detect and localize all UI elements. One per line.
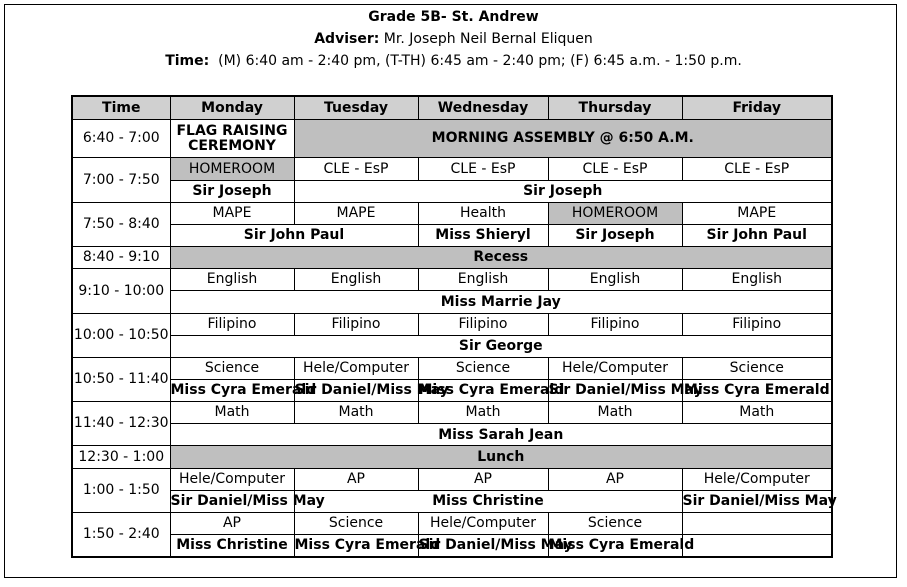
subject-cell: Filipino	[294, 313, 418, 335]
table-row	[72, 402, 832, 424]
subject-cell: Filipino	[682, 313, 832, 335]
subject-cell: HOMEROOM	[170, 158, 294, 180]
subject-cell: CLE - EsP	[294, 158, 418, 180]
teacher-cell: Sir Joseph	[548, 224, 682, 246]
recess-cell: Recess	[170, 247, 832, 269]
teacher-cell: Miss Christine	[294, 490, 682, 512]
teacher-cell: Miss Christine	[170, 535, 294, 557]
table-row	[72, 269, 832, 291]
time-cell: 10:00 - 10:50	[72, 313, 170, 357]
table-row	[72, 490, 832, 512]
subject-cell: Filipino	[548, 313, 682, 335]
subject-cell: AP	[294, 468, 418, 490]
table-row	[72, 158, 832, 180]
teacher-cell: Sir Daniel/Miss May	[682, 490, 832, 512]
subject-cell	[682, 512, 832, 534]
teacher-cell: Miss Sarah Jean	[170, 424, 832, 446]
adviser-label: Adviser:	[314, 31, 380, 47]
subject-cell: Science	[294, 512, 418, 534]
subject-cell: MAPE	[170, 202, 294, 224]
teacher-cell: Sir John Paul	[170, 224, 418, 246]
subject-cell: Hele/Computer	[294, 357, 418, 379]
subject-cell: Health	[418, 202, 548, 224]
subject-cell: Hele/Computer	[418, 512, 548, 534]
time-cell: 12:30 - 1:00	[72, 446, 170, 468]
subject-cell: CLE - EsP	[682, 158, 832, 180]
time-cell: 6:40 - 7:00	[72, 120, 170, 158]
time-cell: 8:40 - 9:10	[72, 247, 170, 269]
subject-cell: Math	[170, 402, 294, 424]
adviser-line	[0, 31, 907, 47]
subject-cell: AP	[418, 468, 548, 490]
subject-cell: CLE - EsP	[548, 158, 682, 180]
teacher-cell: Miss Cyra Emerald	[170, 380, 294, 402]
col-header-time: Time	[72, 96, 170, 120]
subject-cell: AP	[548, 468, 682, 490]
subject-cell: Hele/Computer	[548, 357, 682, 379]
col-header-monday: Monday	[170, 96, 294, 120]
table-row	[72, 535, 832, 557]
teacher-cell	[682, 535, 832, 557]
teacher-cell: Miss Cyra Emerald	[294, 535, 418, 557]
time-value: (M) 6:40 am - 2:40 pm, (T-TH) 6:45 am - 2:40 pm; (F) 6:45 a.m. - 1:50 p.m.	[218, 53, 742, 69]
col-header-thursday: Thursday	[548, 96, 682, 120]
subject-cell: Math	[682, 402, 832, 424]
subject-cell: Science	[548, 512, 682, 534]
table-row	[72, 224, 832, 246]
subject-cell: HOMEROOM	[548, 202, 682, 224]
flag-raising-cell: FLAG RAISING CEREMONY	[170, 120, 294, 158]
table-row	[72, 424, 832, 446]
schedule-title: Grade 5B- St. Andrew	[368, 9, 539, 25]
col-header-friday: Friday	[682, 96, 832, 120]
subject-cell: English	[682, 269, 832, 291]
schedule-table	[71, 95, 837, 558]
subject-cell: Science	[682, 357, 832, 379]
teacher-cell: Miss Cyra Emerald	[548, 535, 682, 557]
subject-cell: Hele/Computer	[682, 468, 832, 490]
teacher-cell: Sir Daniel/Miss May	[170, 490, 294, 512]
col-header-wednesday: Wednesday	[418, 96, 548, 120]
teacher-cell: Miss Cyra Emerald	[418, 380, 548, 402]
teacher-cell: Miss Cyra Emerald	[682, 380, 832, 402]
teacher-cell: Sir Daniel/Miss May	[548, 380, 682, 402]
header-row	[72, 96, 832, 120]
teacher-cell: Sir Joseph	[294, 180, 832, 202]
subject-cell: Filipino	[418, 313, 548, 335]
lunch-cell: Lunch	[170, 446, 832, 468]
subject-cell: Science	[418, 357, 548, 379]
subject-cell: MAPE	[294, 202, 418, 224]
subject-cell: Science	[170, 357, 294, 379]
teacher-cell: Sir John Paul	[682, 224, 832, 246]
subject-cell: English	[294, 269, 418, 291]
time-cell: 7:50 - 8:40	[72, 202, 170, 246]
morning-assembly-cell: MORNING ASSEMBLY @ 6:50 A.M.	[294, 120, 832, 158]
time-line	[0, 53, 907, 69]
teacher-cell: Sir Joseph	[170, 180, 294, 202]
subject-cell: CLE - EsP	[418, 158, 548, 180]
subject-cell: Filipino	[170, 313, 294, 335]
time-cell: 1:50 - 2:40	[72, 512, 170, 557]
table-row	[72, 202, 832, 224]
time-cell: 7:00 - 7:50	[72, 158, 170, 202]
teacher-cell: Sir George	[170, 335, 832, 357]
subject-cell: Math	[294, 402, 418, 424]
table-row	[72, 357, 832, 379]
table-row	[72, 468, 832, 490]
teacher-cell: Miss Shieryl	[418, 224, 548, 246]
subject-cell: Math	[418, 402, 548, 424]
subject-cell: English	[170, 269, 294, 291]
time-cell: 1:00 - 1:50	[72, 468, 170, 512]
table-row	[72, 180, 832, 202]
subject-cell: English	[548, 269, 682, 291]
time-cell: 10:50 - 11:40	[72, 357, 170, 401]
table-row	[72, 247, 832, 269]
table-row	[72, 335, 832, 357]
time-label: Time:	[165, 53, 210, 69]
table-row	[72, 313, 832, 335]
table-row	[72, 380, 832, 402]
table-row	[72, 120, 832, 158]
subject-cell: AP	[170, 512, 294, 534]
teacher-cell: Miss Marrie Jay	[170, 291, 832, 313]
subject-cell: Hele/Computer	[170, 468, 294, 490]
subject-cell: MAPE	[682, 202, 832, 224]
teacher-cell: Sir Daniel/Miss May	[294, 380, 418, 402]
col-header-tuesday: Tuesday	[294, 96, 418, 120]
subject-cell: English	[418, 269, 548, 291]
time-cell: 11:40 - 12:30	[72, 402, 170, 446]
table-row	[72, 446, 832, 468]
table-row	[72, 291, 832, 313]
table-row	[72, 512, 832, 534]
adviser-name: Mr. Joseph Neil Bernal Eliquen	[383, 31, 593, 47]
time-cell: 9:10 - 10:00	[72, 269, 170, 313]
subject-cell: Math	[548, 402, 682, 424]
teacher-cell: Sir Daniel/Miss May	[418, 535, 548, 557]
